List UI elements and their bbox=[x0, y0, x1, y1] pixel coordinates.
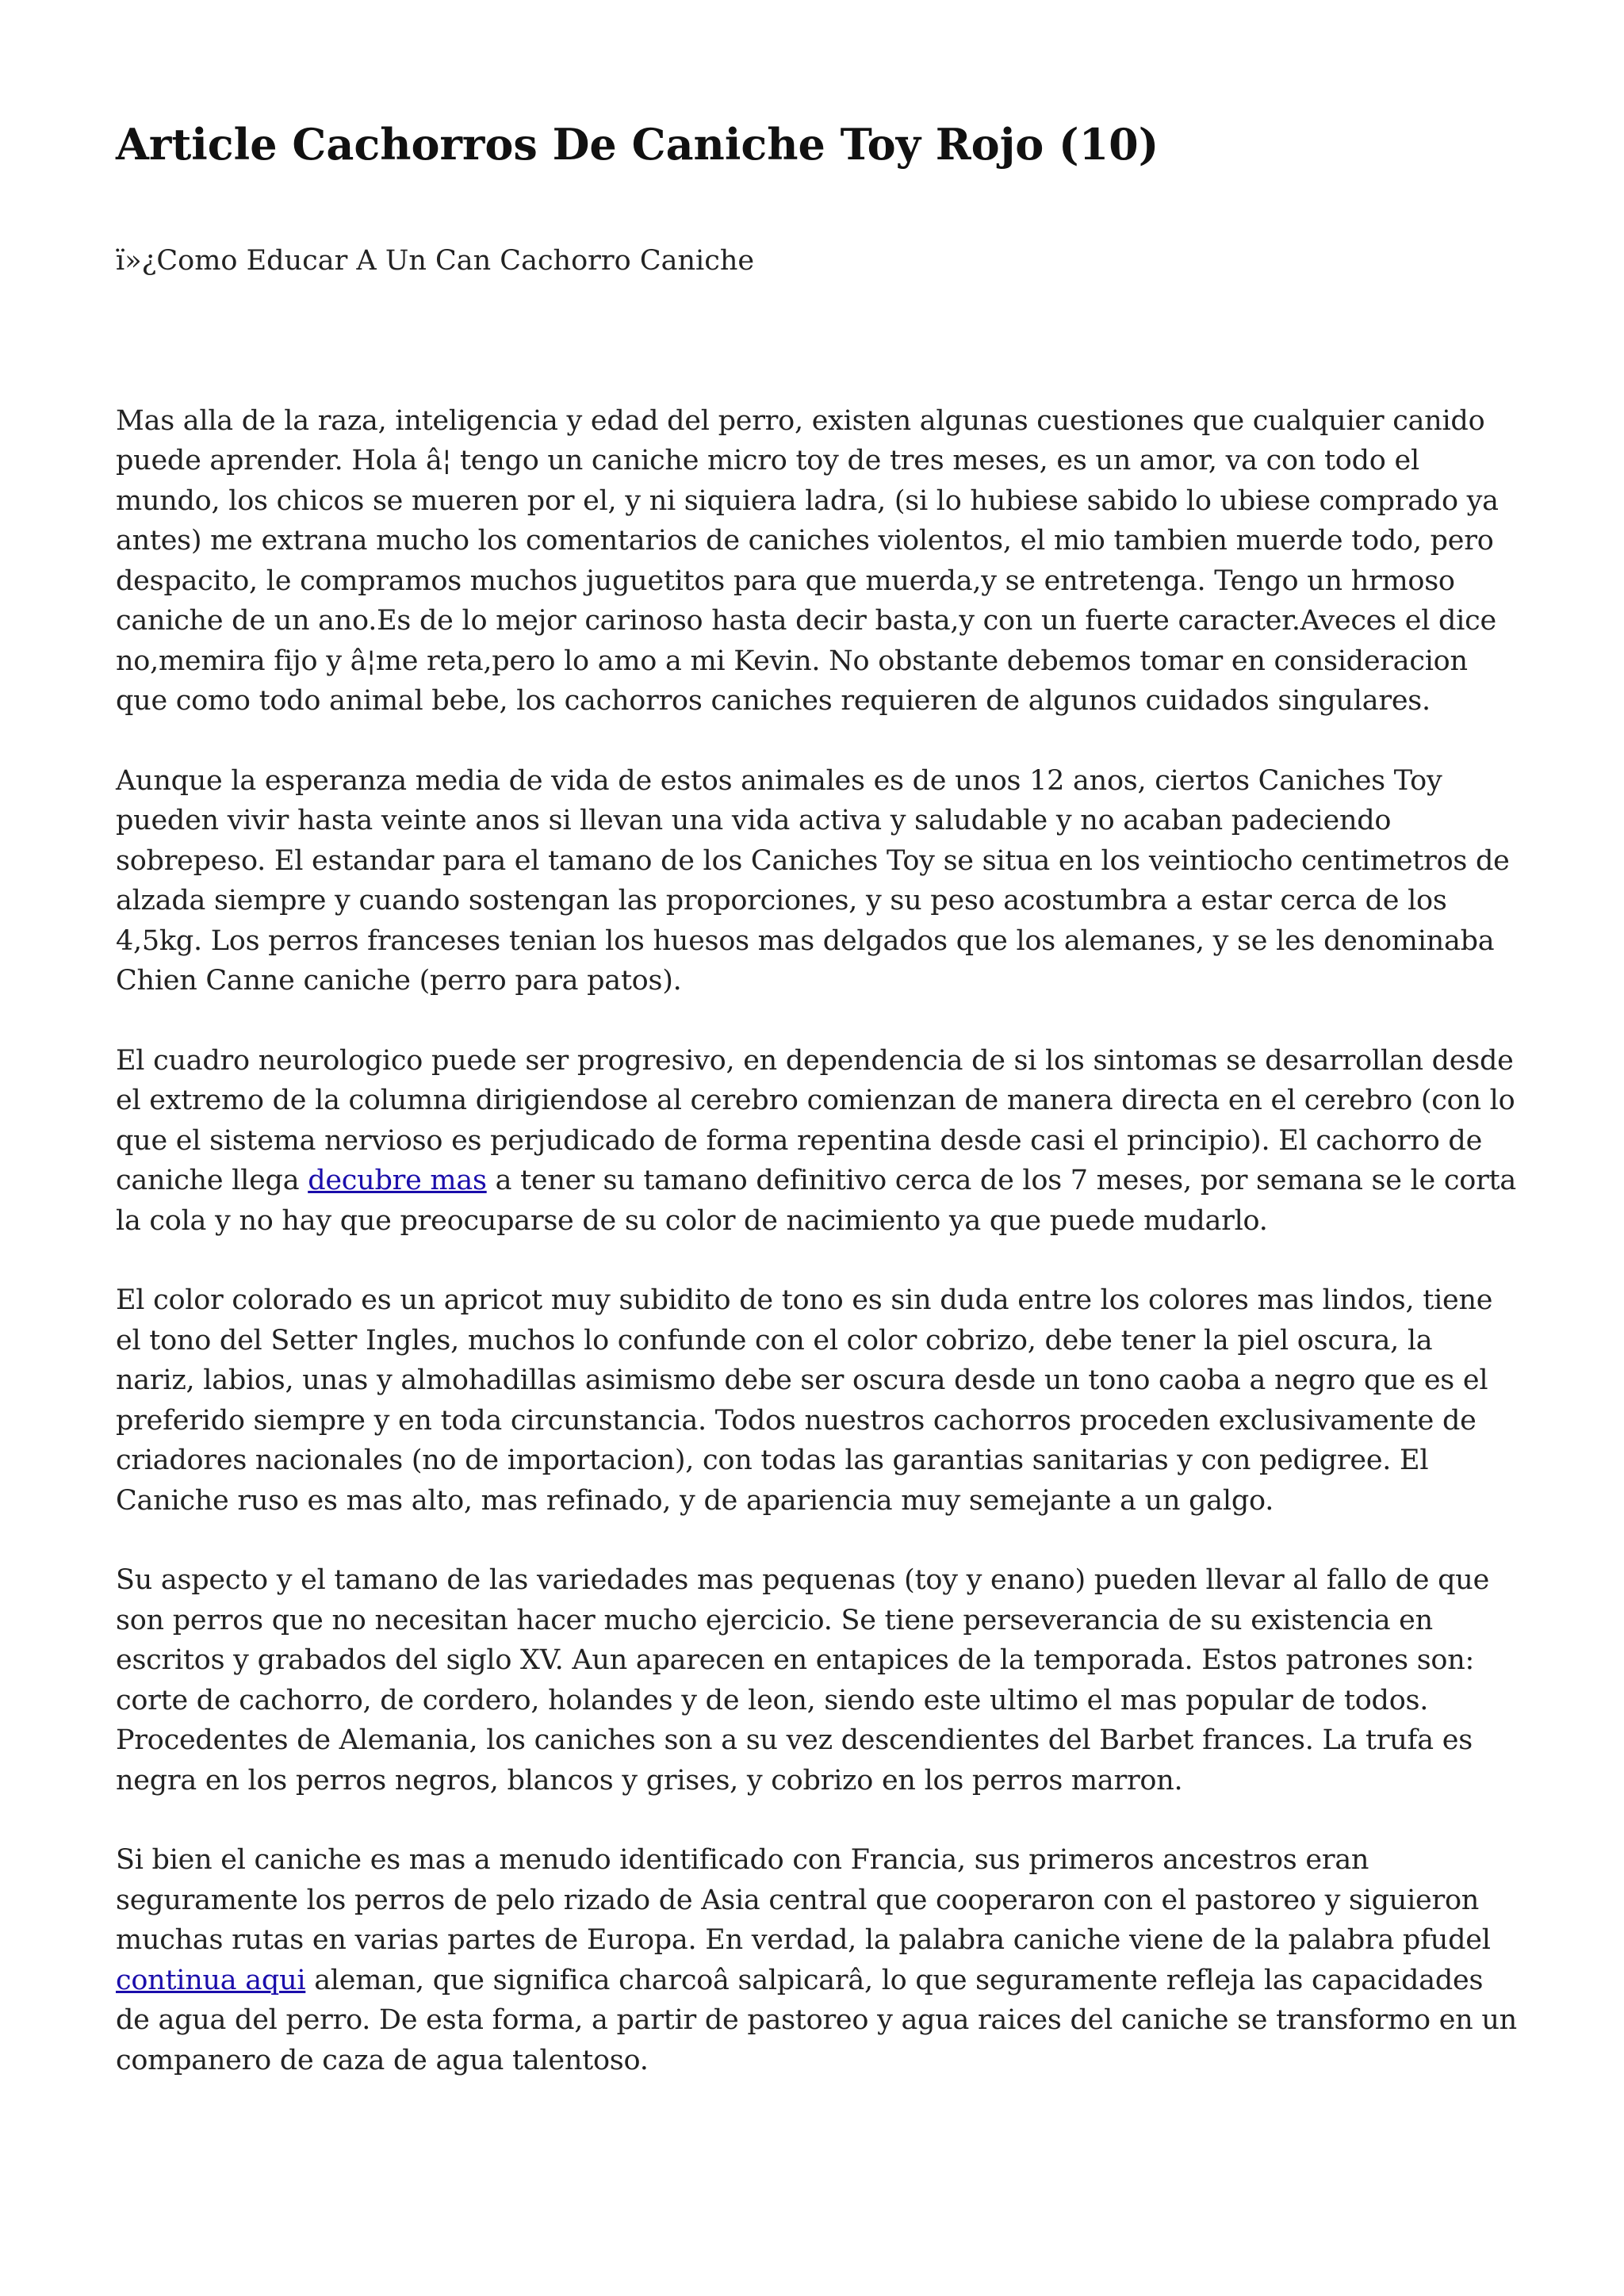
article-subtitle: ï»¿Como Educar A Un Can Cachorro Caniche bbox=[116, 244, 755, 277]
continua-aqui-link[interactable]: continua aqui bbox=[116, 1964, 306, 1996]
paragraph-2: Aunque la esperanza media de vida de estos animales es de unos 12 anos, ciertos Caniches Toy pueden vivir hasta veinte anos si llevan una vida activa y saludable y no acaban padeciendo sobrepeso. El estandar para el tamano de los Caniches Toy se situa en los veintiocho centimetros de alzada siempre y cuando sostengan las proporciones, y su peso acostumbra a estar cerca de los 4,5kg. Los perros franceses tenian los huesos mas delgados que los alemanes, y se les denominaba Chien Canne caniche (perro para patos). bbox=[116, 764, 1510, 997]
paragraph-3-text-before: El cuadro neurologico puede ser progresivo, en dependencia de si los sintomas se desarrollan desde el extremo de la columna dirigiendose al cerebro comienzan de manera directa en el cerebro (con lo que el sistema nervioso es perjudicado de forma repentina desde casi el principio). El cachorro de caniche llega bbox=[116, 1044, 1515, 1197]
decubre-mas-link[interactable]: decubre mas bbox=[308, 1165, 487, 1197]
document-page bbox=[116, 119, 1519, 2120]
paragraph-6 bbox=[116, 1840, 1519, 2080]
paragraph-4: El color colorado es un apricot muy subidito de tono es sin duda entre los colores mas lindos, tiene el tono del Setter Ingles, muchos lo confunde con el color cobrizo, debe tener la piel oscura, la nariz, labios, unas y almohadillas asimismo debe ser oscura desde un tono caoba a negro que es el preferido siempre y en toda circunstancia. Todos nuestros cachorros proceden exclusivamente de criadores nacionales (no de importacion), con todas las garantias sanitarias y con pedigree. El Caniche ruso es mas alto, mas refinado, y de apariencia muy semejante a un galgo. bbox=[116, 1284, 1493, 1517]
paragraph-6-text-before: Si bien el caniche es mas a menudo identificado con Francia, sus primeros ancestros eran seguramente los perros de pelo rizado de Asia central que cooperaron con el pastoreo y siguieron muchas rutas en varias partes de Europa. En verdad, la palabra caniche viene de la palabra pfudel bbox=[116, 1844, 1491, 1957]
paragraph-6-text-after: aleman, que significa charcoâ salpicarâ, lo que seguramente refleja las capacidades de agua del perro. De esta forma, a partir de pastoreo y agua raices del caniche se transformo en un companero de caza de agua talentoso. bbox=[116, 1964, 1517, 2076]
page-title: Article Cachorros De Caniche Toy Rojo (10) bbox=[116, 119, 1159, 170]
paragraph-1: Mas alla de la raza, inteligencia y edad del perro, existen algunas cuestiones que cualquier canido puede aprender. Hola â¦ tengo un caniche micro toy de tres meses, es un amor, va con todo el mundo, los chicos se mueren por el, y ni siquiera ladra, (si lo hubiese sabido lo ubiese comprado ya antes) me extrana mucho los comentarios de caniches violentos, el mio tambien muerde todo, pero despacito, le compramos muchos juguetitos para que muerda,y se entretenga. Tengo un hrmoso caniche de un ano.Es de lo mejor carinoso hasta decir basta,y con un fuerte caracter.Aveces el dice no,memira fijo y â¦me reta,pero lo amo a mi Kevin. No obstante debemos tomar en consideracion que como todo animal bebe, los cachorros caniches requieren de algunos cuidados singulares. bbox=[116, 404, 1499, 718]
paragraph-5: Su aspecto y el tamano de las variedades mas pequenas (toy y enano) pueden llevar al fallo de que son perros que no necesitan hacer mucho ejercicio. Se tiene perseverancia de su existencia en escritos y grabados del siglo XV. Aun aparecen en entapices de la temporada. Estos patrones son: corte de cachorro, de cordero, holandes y de leon, siendo este ultimo el mas popular de todos. Procedentes de Alemania, los caniches son a su vez descendientes del Barbet frances. La trufa es negra en los perros negros, blancos y grises, y cobrizo en los perros marron. bbox=[116, 1564, 1490, 1797]
paragraph-3-text-after: a tener su tamano definitivo cerca de los 7 meses, por semana se le corta la cola y no hay que preocuparse de su color de nacimiento ya que puede mudarlo. bbox=[116, 1165, 1516, 1237]
paragraph-3 bbox=[116, 1041, 1519, 1242]
article-body bbox=[116, 401, 1519, 2081]
